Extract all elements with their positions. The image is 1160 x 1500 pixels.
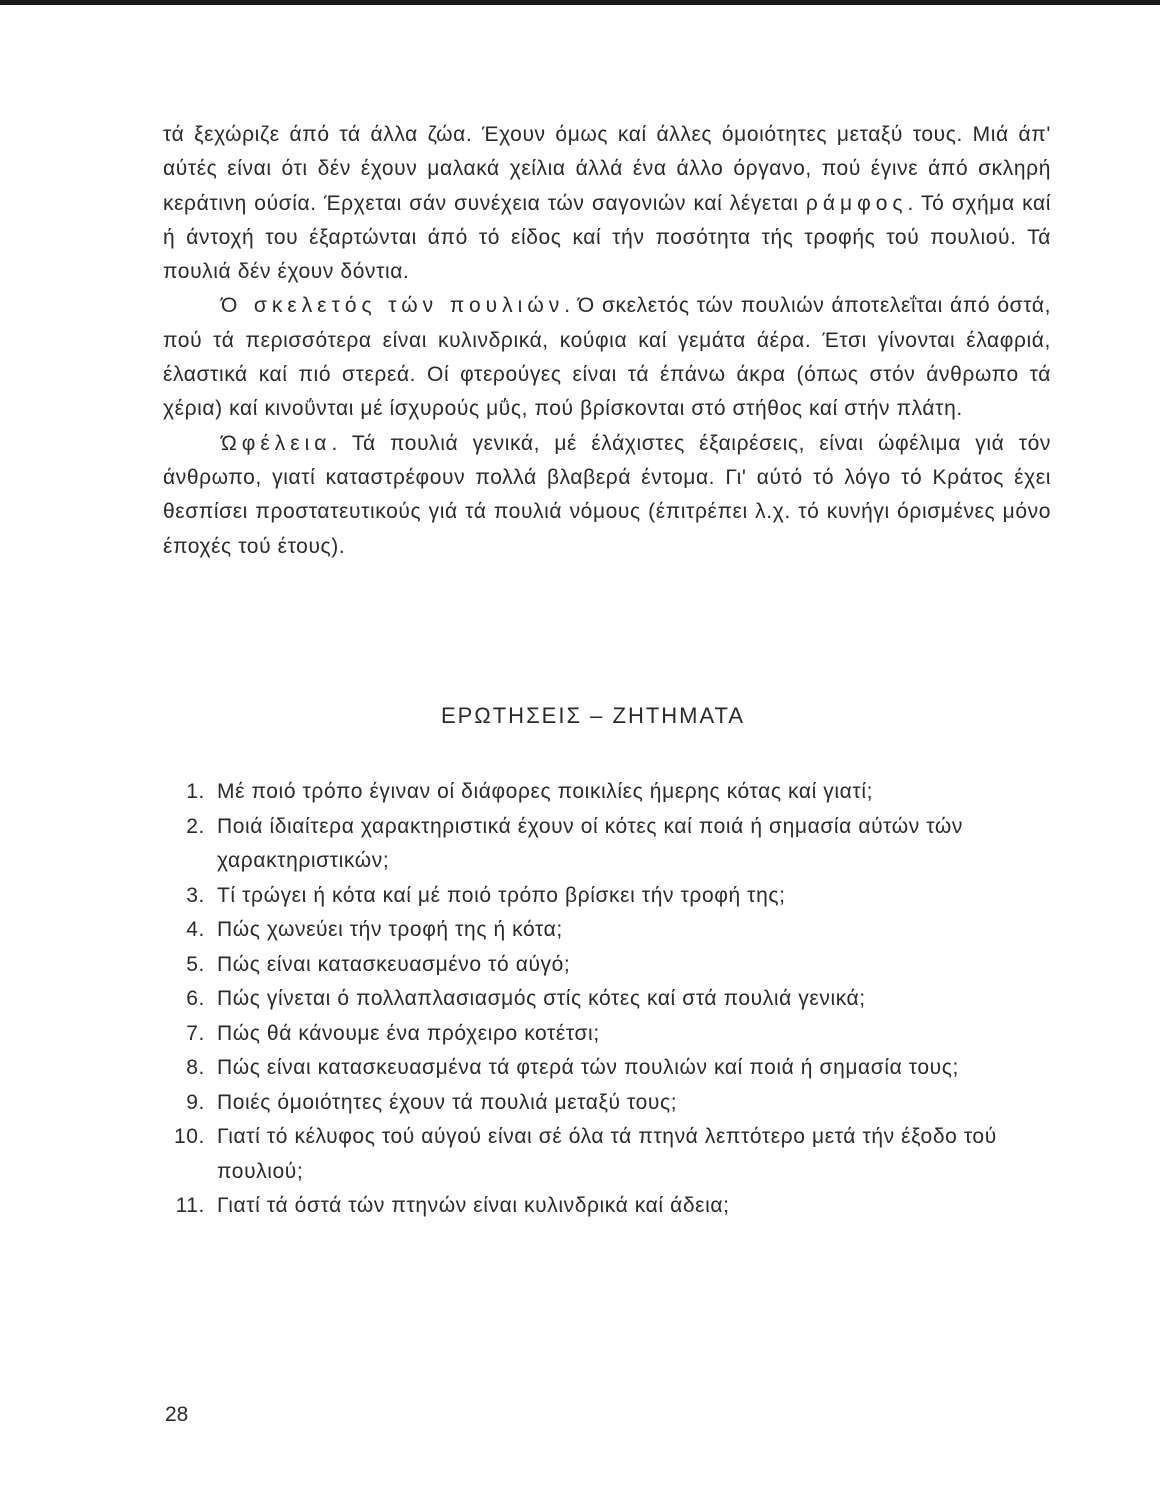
question-number: 2. <box>186 814 205 838</box>
question-number: 5. <box>186 952 205 976</box>
paragraph-beak <box>163 118 1051 289</box>
question-number: 7. <box>186 1021 205 1045</box>
question-item <box>163 1086 1051 1121</box>
question-number: 6. <box>186 987 205 1010</box>
question-text: Ποιά ίδιαίτερα χαρακτηριστικά έχουν οί κότες καί ποιά ή σημασία αύτών τών χαρακτηριστικών; <box>217 814 963 872</box>
question-item <box>163 1120 1051 1189</box>
question-number: 11. <box>175 1194 205 1217</box>
question-text: Γιατί τό κέλυφος τού αύγού είναι σέ όλα τά πτηνά λεπτότερο μετά τήν έξοδο τού πουλιού; <box>217 1125 997 1183</box>
term-benefit: Ώφέλεια <box>221 431 332 455</box>
paragraph-beak-text: τά ξεχώριζε άπό τά άλλα ζώα. Έχουν όμως καί άλλες όμοιότητες μεταξύ τους. Μιά άπ' αύτές είναι ότι δέν έχουν μαλακά χείλια άλλά ένα άλλο όργανο, πού έγινε άπό σκληρή κεράτινη ούσία. Έρχεται σάν συνέχεια τών σαγονιών καί λέγεται <box>163 123 1051 215</box>
paragraph-skeleton <box>163 289 1051 426</box>
question-number: 3. <box>186 883 205 907</box>
question-item <box>163 879 1051 914</box>
question-item <box>163 775 1051 810</box>
scan-top-border <box>0 0 1160 5</box>
question-text: Μέ ποιό τρόπο έγιναν οί διάφορες ποικιλίες ήμερης κότας καί γιατί; <box>217 780 874 803</box>
paragraph-skeleton-text: . Ό σκελετός τών πουλιών άποτελεΐται άπό όστά, πού τά περισσότερα είναι κυλινδρικά, κούφια καί γεμάτα άέρα. Έτσι γίνονται έλαφριά, έλαστικά καί πιό στερεά. Οί φτερούγες είναι τά έπάνω άκρα (όπως στόν άνθρωπο τά χέρια) καί κινοΰνται μέ ίσχυρούς μΰς, πού βρίσκονται στό στήθος καί στήν πλάτη. <box>163 294 1051 421</box>
question-text: Πώς χωνεύει τήν τροφή της ή κότα; <box>217 918 563 941</box>
question-item <box>163 982 1051 1017</box>
question-number: 8. <box>186 1056 205 1079</box>
term-beak: ράμφος <box>805 191 908 215</box>
question-number: 4. <box>186 918 205 941</box>
questions-list <box>163 775 1051 1224</box>
question-number: 9. <box>186 1090 205 1114</box>
term-skeleton: Ό σκελετός τών πουλιών <box>221 294 565 318</box>
question-item <box>163 948 1051 983</box>
question-number: 10. <box>174 1125 205 1148</box>
question-text: Πώς είναι κατασκευασμένο τό αύγό; <box>217 952 571 976</box>
question-item <box>163 913 1051 948</box>
paragraph-beak-tail: . Τό σχήμα καί ή άντοχή του έξαρτώνται άπό τό είδος καί τήν ποσότητα τής τροφής τού πουλιού. Τά πουλιά δέν έχουν δόντια. <box>163 191 1051 284</box>
question-text: Πώς θά κάνουμε ένα πρόχειρο κοτέτσι; <box>217 1021 600 1045</box>
paragraph-benefit <box>163 427 1051 564</box>
questions-heading: ΕΡΩΤΗΣΕΙΣ – ΖΗΤΗΜΑΤΑ <box>440 703 746 728</box>
question-text: Γιατί τά όστά τών πτηνών είναι κυλινδρικά καί άδεια; <box>217 1194 730 1217</box>
question-text: Πώς είναι κατασκευασμένα τά φτερά τών πουλιών καί ποιά ή σημασία τους; <box>217 1056 959 1079</box>
question-number: 1. <box>186 780 205 803</box>
question-item <box>163 810 1051 879</box>
page-number: 28 <box>165 1403 189 1426</box>
question-text: Πώς γίνεται ό πολλαπλασιασμός στίς κότες καί στά πουλιά γενικά; <box>217 987 866 1010</box>
body-text <box>163 118 1051 564</box>
paragraph-benefit-text: . Τά πουλιά γενικά, μέ έλάχιστες έξαιρέσεις, είναι ώφέλιμα γιά τόν άνθρωπο, γιατί καταστρέφουν πολλά βλαβερά έντομα. Γι' αύτό τό λόγο τό Κράτος έχει θεσπίσει προστατευτικούς γιά τά πουλιά νόμους (έπιτρέπει λ.χ. τό κυνήγι όρισμένες μόνο έποχές τού έτους). <box>163 431 1051 558</box>
question-item <box>163 1189 1051 1224</box>
question-text: Τί τρώγει ή κότα καί μέ ποιό τρόπο βρίσκει τήν τροφή της; <box>217 883 786 907</box>
question-text: Ποιές όμοιότητες έχουν τά πουλιά μεταξύ τους; <box>217 1090 678 1114</box>
question-item <box>163 1051 1051 1086</box>
question-item <box>163 1017 1051 1052</box>
